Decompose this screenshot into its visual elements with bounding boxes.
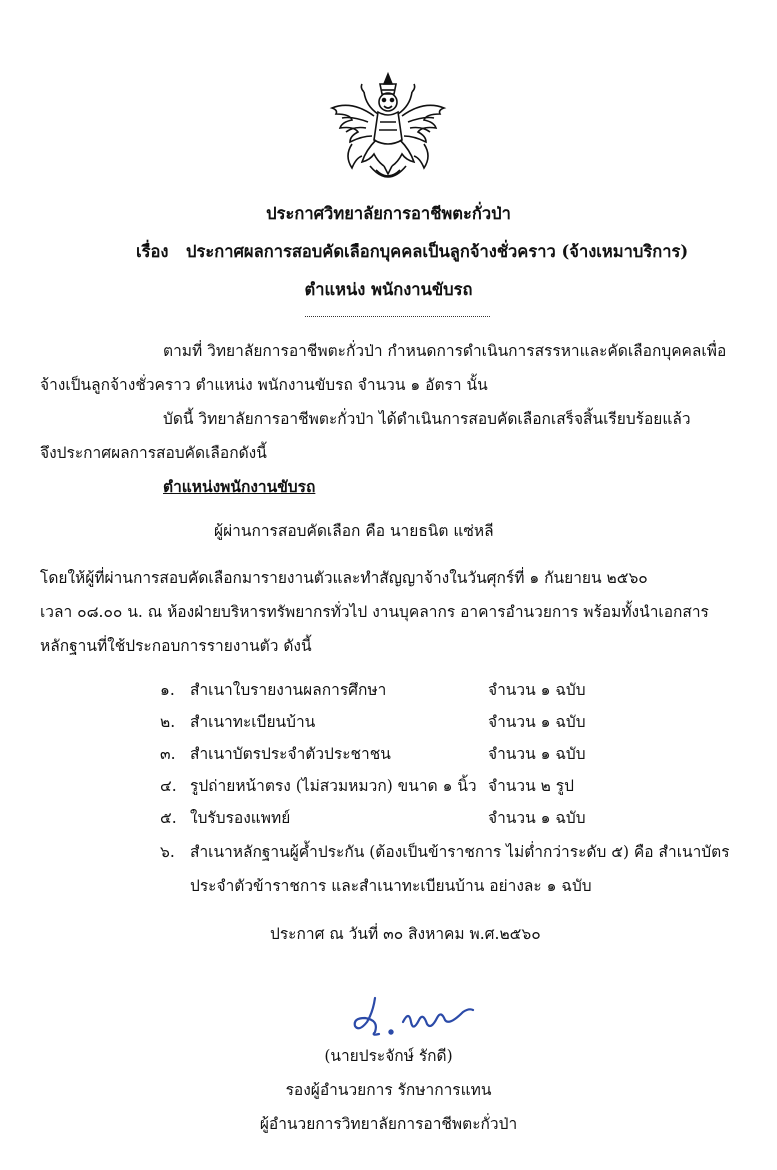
announcement-heading: ประกาศวิทยาลัยการอาชีพตะกั่วป่า: [266, 204, 511, 223]
signatory-title-2: ผู้อำนวยการวิทยาลัยการอาชีพตะกั่วป่า: [259, 1115, 518, 1133]
paragraph-3-line-2: เวลา ๐๘.๐๐ น. ณ ห้องฝ่ายบริหารทรัพยากรทั่วไป งานบุคลากร อาคารอำนวยการ พร้อมทั้งนำเอกสาร: [40, 603, 709, 621]
list-item-quantity: จำนวน ๑ ฉบับ: [488, 713, 586, 731]
list-item-name: ใบรับรองแพทย์: [190, 809, 291, 827]
list-item-number: ๕.: [160, 809, 177, 827]
list-item-quantity: จำนวน ๑ ฉบับ: [488, 745, 586, 763]
list-item-name: สำเนาใบรายงานผลการศึกษา: [190, 681, 387, 699]
list-item-number: ๖.: [160, 843, 175, 861]
paragraph-1-line-2: จ้างเป็นลูกจ้างชั่วคราว ตำแหน่ง พนักงานขับรถ จำนวน ๑ อัตรา นั้น: [40, 376, 488, 394]
list-item-number: ๔.: [160, 777, 177, 795]
paragraph-3-line-3: หลักฐานที่ใช้ประกอบการรายงานตัว ดังนี้: [40, 637, 312, 655]
divider-dotted: [305, 316, 490, 317]
paragraph-1-line-1: ตามที่ วิทยาลัยการอาชีพตะกั่วป่า กำหนดการดำเนินการสรรหาและคัดเลือกบุคคลเพื่อ: [163, 342, 727, 360]
position-heading: ตำแหน่ง พนักงานขับรถ: [304, 280, 473, 299]
list-item-name: สำเนาทะเบียนบ้าน: [190, 713, 316, 731]
garuda-emblem-icon: [322, 70, 454, 190]
list-item-quantity: จำนวน ๒ รูป: [488, 777, 574, 795]
list-item-name: สำเนาบัตรประจำตัวประชาชน: [190, 745, 391, 763]
list-item-quantity: จำนวน ๑ ฉบับ: [488, 809, 586, 827]
list-item-name: สำเนาหลักฐานผู้ค้ำประกัน (ต้องเป็นข้าราชการ ไม่ต่ำกว่าระดับ ๕) คือ สำเนาบัตร: [190, 843, 730, 861]
handwritten-signature: [345, 992, 495, 1040]
subject-text: ประกาศผลการสอบคัดเลือกบุคคลเป็นลูกจ้างชั่วคราว (จ้างเหมาบริการ): [186, 242, 689, 261]
subject-label: เรื่อง: [136, 242, 169, 261]
paragraph-3-line-1: โดยให้ผู้ที่ผ่านการสอบคัดเลือกมารายงานตัวและทำสัญญาจ้างในวันศุกร์ที่ ๑ กันยายน ๒๕๖๐: [40, 569, 648, 587]
list-item-quantity: จำนวน ๑ ฉบับ: [488, 681, 586, 699]
list-item-name: รูปถ่ายหน้าตรง (ไม่สวมหมวก) ขนาด ๑ นิ้ว: [190, 777, 477, 795]
list-item-number: ๑.: [160, 681, 175, 699]
list-item-number: ๒.: [160, 713, 176, 731]
passed-candidate: ผู้ผ่านการสอบคัดเลือก คือ นายธนิต แซ่หลี: [214, 522, 494, 540]
announcement-date: ประกาศ ณ วันที่ ๓๐ สิงหาคม พ.ศ.๒๕๖๐: [270, 925, 541, 943]
paragraph-2-line-1: บัดนี้ วิทยาลัยการอาชีพตะกั่วป่า ได้ดำเนินการสอบคัดเลือกเสร็จสิ้นเรียบร้อยแล้ว: [163, 410, 691, 428]
signatory-name: (นายประจักษ์ รักดี): [324, 1047, 453, 1065]
signatory-title-1: รองผู้อำนวยการ รักษาการแทน: [285, 1081, 492, 1099]
list-item-name-continued: ประจำตัวข้าราชการ และสำเนาทะเบียนบ้าน อย่างละ ๑ ฉบับ: [190, 877, 592, 895]
list-item-number: ๓.: [160, 745, 176, 763]
section-heading: ตำแหน่งพนักงานขับรถ: [163, 477, 316, 496]
paragraph-2-line-2: จึงประกาศผลการสอบคัดเลือกดังนี้: [40, 444, 267, 462]
